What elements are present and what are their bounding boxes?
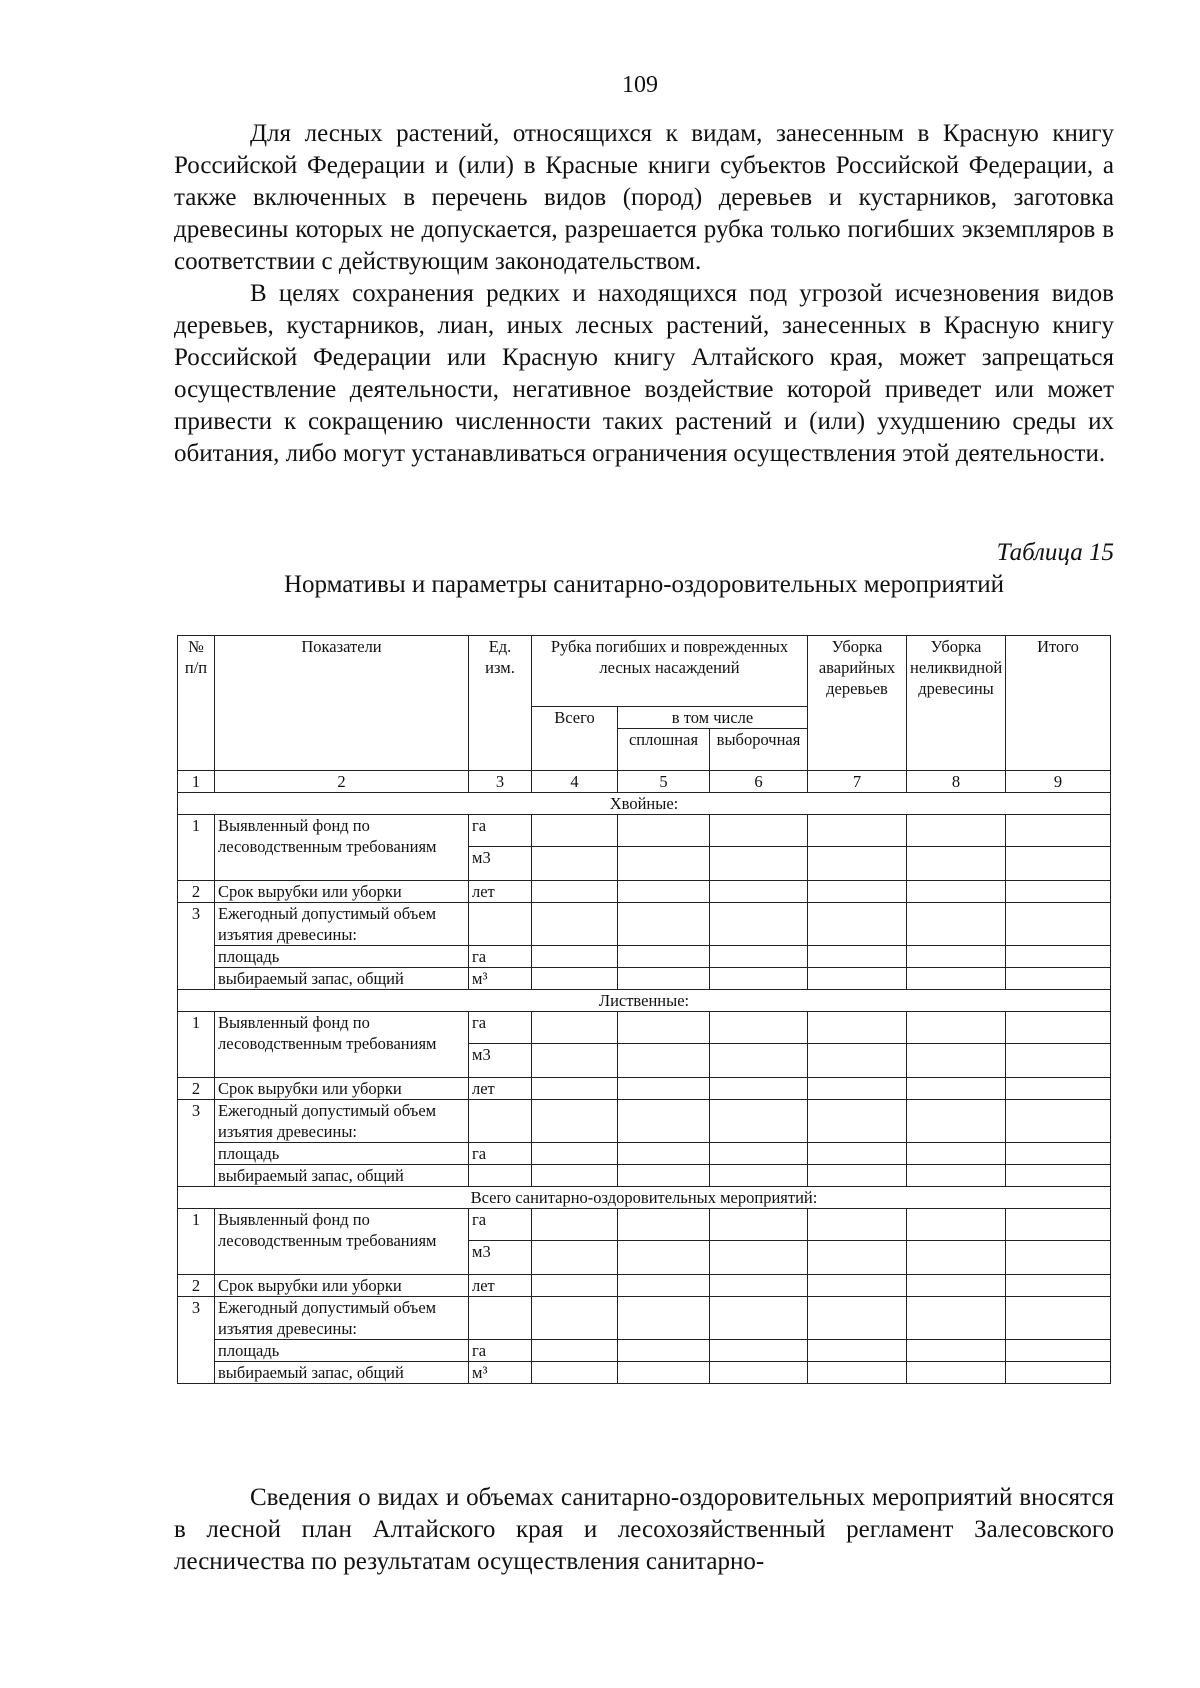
- table-row: [178, 881, 1111, 903]
- paragraph: Сведения о видах и объемах санитарно-оздоровительных мероприятий вносятся в лесной план Алтайского края и лесохозяйственный регламент Залесовского лесничества по результатам осуществления санитарно-: [174, 1484, 1114, 1575]
- table-row: [178, 1275, 1111, 1297]
- column-number: 8: [907, 771, 1006, 793]
- row-label: Выявленный фонд по лесоводственным требованиям: [215, 1012, 469, 1078]
- header-selective: выборочная: [710, 729, 808, 771]
- header-num: № п/п: [178, 636, 215, 771]
- row-label: выбираемый запас, общий: [215, 1362, 469, 1384]
- row-unit: га: [469, 1143, 532, 1165]
- row-label: Ежегодный допустимый объем изъятия древесины:: [215, 1297, 469, 1340]
- intro-text: [174, 118, 1114, 470]
- row-label: Срок вырубки или уборки: [215, 881, 469, 903]
- table-row: [178, 1100, 1111, 1143]
- row-label: выбираемый запас, общий: [215, 1165, 469, 1187]
- row-num: 2: [178, 881, 215, 903]
- section-title: Всего санитарно-оздоровительных мероприятий:: [178, 1187, 1111, 1209]
- header-emergency: Уборка аварийных деревьев: [808, 636, 907, 771]
- row-unit: м3: [469, 847, 532, 881]
- header-including: в том числе: [618, 707, 808, 729]
- table-row: [178, 1340, 1111, 1362]
- row-label: Ежегодный допустимый объем изъятия древесины:: [215, 1100, 469, 1143]
- row-unit: м³: [469, 968, 532, 990]
- header-total: Итого: [1006, 636, 1111, 771]
- sanitary-measures-table: [177, 635, 1111, 1384]
- section-row: [178, 793, 1111, 815]
- table-row: [178, 1209, 1111, 1241]
- row-unit: м³: [469, 1362, 532, 1384]
- column-number: 3: [469, 771, 532, 793]
- column-number: 1: [178, 771, 215, 793]
- column-number: 4: [532, 771, 618, 793]
- column-number: 5: [618, 771, 710, 793]
- table-header-row: [178, 636, 1111, 707]
- table-caption: Таблица 15: [996, 539, 1114, 566]
- row-num: 2: [178, 1275, 215, 1297]
- row-label: Ежегодный допустимый объем изъятия древесины:: [215, 903, 469, 946]
- row-unit: га: [469, 946, 532, 968]
- row-num: 3: [178, 1297, 215, 1340]
- header-illiquid: Уборка неликвидной древесины: [907, 636, 1006, 771]
- paragraph: Для лесных растений, относящихся к видам, занесенным в Красную книгу Российской Федерации и (или) в Красные книги субъектов Российской Федерации, а также включенных в перечень видов (пород) деревьев и кустарников, заготовка древесины которых не допускается, разрешается рубка только погибших экземпляров в соответствии с действующим законодательством.: [174, 120, 1114, 275]
- table-row: [178, 1012, 1111, 1044]
- column-number: 2: [215, 771, 469, 793]
- row-unit: лет: [469, 1078, 532, 1100]
- row-label: площадь: [215, 1143, 469, 1165]
- table-row: [178, 946, 1111, 968]
- row-num: 3: [178, 903, 215, 946]
- table-row: [178, 1297, 1111, 1340]
- row-unit: лет: [469, 881, 532, 903]
- row-unit: га: [469, 1340, 532, 1362]
- header-felling: Рубка погибших и поврежденных лесных насаждений: [532, 636, 808, 707]
- page-number: 109: [622, 72, 658, 98]
- row-unit: га: [469, 1012, 532, 1044]
- column-number: 9: [1006, 771, 1111, 793]
- section-title: Лиственные:: [178, 990, 1111, 1012]
- column-number-row: [178, 771, 1111, 793]
- row-label: Выявленный фонд по лесоводственным требованиям: [215, 1209, 469, 1275]
- header-clear: сплошная: [618, 729, 710, 771]
- row-unit: [469, 1165, 532, 1187]
- table-row: [178, 968, 1111, 990]
- row-label: выбираемый запас, общий: [215, 968, 469, 990]
- column-number: 7: [808, 771, 907, 793]
- row-num: 3: [178, 1100, 215, 1143]
- row-num: 1: [178, 1209, 215, 1275]
- row-label: Срок вырубки или уборки: [215, 1078, 469, 1100]
- paragraph: В целях сохранения редких и находящихся под угрозой исчезновения видов деревьев, кустарников, лиан, иных лесных растений, занесенных в Красную книгу Российской Федерации или Красную книгу Алтайского края, может запрещаться осуществление деятельности, негативное воздействие которой приведет или может привести к сокращению численности таких растений и (или) ухудшению среды их обитания, либо могут устанавливаться ограничения осуществления этой деятельности.: [174, 280, 1114, 467]
- header-unit: Ед. изм.: [469, 636, 532, 771]
- section-row: [178, 1187, 1111, 1209]
- row-label: Выявленный фонд по лесоводственным требованиям: [215, 815, 469, 881]
- section-title: Хвойные:: [178, 793, 1111, 815]
- table-title: Нормативы и параметры санитарно-оздоровительных мероприятий: [283, 571, 1005, 598]
- section-row: [178, 990, 1111, 1012]
- row-unit: га: [469, 1209, 532, 1241]
- table-row: [178, 1143, 1111, 1165]
- row-unit: м3: [469, 1044, 532, 1078]
- row-num: 1: [178, 815, 215, 881]
- row-label: площадь: [215, 946, 469, 968]
- table-row: [178, 1362, 1111, 1384]
- table-row: [178, 815, 1111, 847]
- row-unit: лет: [469, 1275, 532, 1297]
- row-num: 1: [178, 1012, 215, 1078]
- row-label: площадь: [215, 1340, 469, 1362]
- column-number: 6: [710, 771, 808, 793]
- row-label: Срок вырубки или уборки: [215, 1275, 469, 1297]
- closing-text: [174, 1482, 1114, 1578]
- table-row: [178, 1078, 1111, 1100]
- row-num: 2: [178, 1078, 215, 1100]
- table-row: [178, 1165, 1111, 1187]
- row-unit: га: [469, 815, 532, 847]
- row-unit: м3: [469, 1241, 532, 1275]
- table-row: [178, 903, 1111, 946]
- header-indicator: Показатели: [215, 636, 469, 771]
- header-total-all: Всего: [532, 707, 618, 771]
